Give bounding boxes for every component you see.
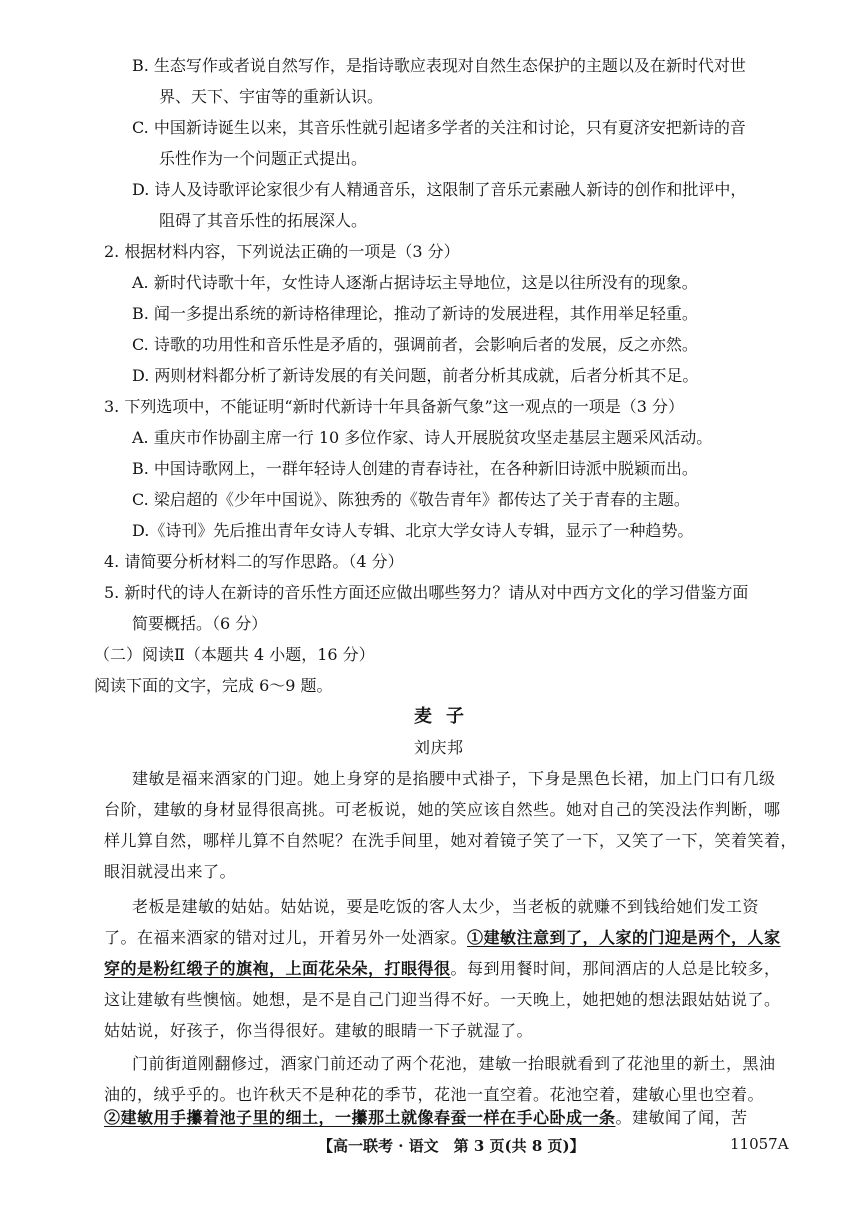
underlined-sentence-1-cont: 穿的是粉红缎子的旗袍，上面花朵朵，打眼得很 [104, 959, 451, 978]
exam-code: 11057A [730, 1135, 789, 1153]
story-paragraph-line: 建敏是福来酒家的门迎。她上身穿的是掐腰中式褂子，下身是黑色长裙，加上门口有几级 [132, 769, 776, 788]
q2-option-d: D. 两则材料都分析了新诗发展的有关问题，前者分析其成就，后者分析其不足。 [132, 366, 699, 385]
q1-option-d-line1: D. 诗人及诗歌评论家很少有人精通音乐，这限制了音乐元素融人新诗的创作和批评中， [132, 180, 747, 199]
q1-option-d-line2: 阻碍了其音乐性的拓展深人。 [159, 211, 368, 230]
story-title: 麦子 [414, 706, 478, 727]
q1-option-b-line1: B. 生态写作或者说自然写作，是指诗歌应表现对自然生态保护的主题以及在新时代对世 [132, 56, 746, 75]
section-instruction: 阅读下面的文字，完成 6～9 题。 [94, 676, 333, 695]
story-paragraph-line: 门前街道刚翻修过，酒家门前还动了两个花池，建敏一抬眼就看到了花池里的新土，黑油 [132, 1054, 776, 1073]
q1-option-c-line1: C. 中国新诗诞生以来，其音乐性就引起诸多学者的关注和讨论，只有夏济安把新诗的音 [132, 118, 746, 137]
q3-option-b: B. 中国诗歌网上，一群年轻诗人创建的青春诗社，在各种新旧诗派中脱颖而出。 [132, 459, 698, 478]
story-paragraph-line: 油的，绒乎乎的。也许秋天不是种花的季节，花池一直空着。花池空着，建敏心里也空着。 [104, 1085, 765, 1104]
story-author: 刘庆邦 [414, 738, 464, 757]
q5-stem-line2: 简要概括。（6 分） [132, 614, 268, 633]
story-paragraph-line: 这让建敏有些懊恼。她想，是不是自己门迎当得不好。一天晚上，她把她的想法跟姑姑说了。 [104, 990, 781, 1009]
story-paragraph-line: 姑姑说，好孩子，你当得很好。建敏的眼睛一下子就湿了。 [104, 1021, 534, 1040]
story-paragraph-line [104, 928, 781, 948]
q4-stem: 4. 请简要分析材料二的写作思路。（4 分） [104, 552, 404, 571]
story-paragraph-line: 台阶，建敏的身材显得很高挑。可老板说，她的笑应该自然些。她对自己的笑没法作判断，哪 [104, 800, 781, 819]
q1-option-c-line2: 乐性作为一个问题正式提出。 [159, 149, 368, 168]
q1-option-b-line2: 界、天下、宇宙等的重新认识。 [159, 87, 384, 106]
q2-option-c: C. 诗歌的功用性和音乐性是矛盾的，强调前者，会影响后者的发展，反之亦然。 [132, 335, 698, 354]
story-paragraph-line [104, 1108, 748, 1128]
story-paragraph-line: 样儿算自然，哪样儿算不自然呢？在洗手间里，她对着镜子笑了一下，又笑了一下，笑着笑着， [104, 831, 798, 850]
q2-stem: 2. 根据材料内容，下列说法正确的一项是（3 分） [104, 242, 460, 261]
q3-stem: 3. 下列选项中，不能证明“新时代新诗十年具备新气象”这一观点的一项是（3 分） [104, 397, 684, 416]
q2-option-a: A. 新时代诗歌十年，女性诗人逐渐占据诗坛主导地位，这是以往所没有的现象。 [132, 273, 698, 292]
underlined-sentence-1: ①建敏注意到了，人家的门迎是两个，人家 [467, 928, 781, 947]
underlined-sentence-2: ②建敏用手攥着池子里的细土，一攥那土就像春蚕一样在手心卧成一条 [104, 1108, 616, 1127]
story-paragraph-line [104, 959, 781, 979]
story-paragraph-line: 眼泪就浸出来了。 [104, 862, 237, 881]
q5-stem-line1: 5. 新时代的诗人在新诗的音乐性方面还应做出哪些努力？请从对中西方文化的学习借鉴方面 [104, 583, 749, 602]
story-text: 了。在福来酒家的错对过儿，开着另外一处酒家。 [104, 928, 468, 947]
story-text: 。建敏闻了闻，苦 [615, 1108, 748, 1127]
q3-option-a: A. 重庆市作协副主席一行 10 多位作家、诗人开展脱贫攻坚走基层主题采风活动。 [132, 428, 713, 447]
q2-option-b: B. 闻一多提出系统的新诗格律理论，推动了新诗的发展进程，其作用举足轻重。 [132, 304, 698, 323]
page-footer: 【高一联考 · 语文 第 3 页(共 8 页)】 [318, 1137, 585, 1155]
q3-option-c: C. 梁启超的《少年中国说》、陈独秀的《敬告青年》都传达了关于青春的主题。 [132, 490, 690, 509]
story-paragraph-line: 老板是建敏的姑姑。姑姑说，要是吃饭的客人太少，当老板的就赚不到钱给她们发工资 [132, 897, 760, 916]
q3-option-d: D.《诗刊》先后推出青年女诗人专辑、北京大学女诗人专辑，显示了一种趋势。 [132, 521, 694, 540]
section-heading: （二）阅读Ⅱ（本题共 4 小题，16 分） [94, 645, 375, 664]
story-text: 。每到用餐时间，那间酒店的人总是比较多， [450, 959, 781, 978]
